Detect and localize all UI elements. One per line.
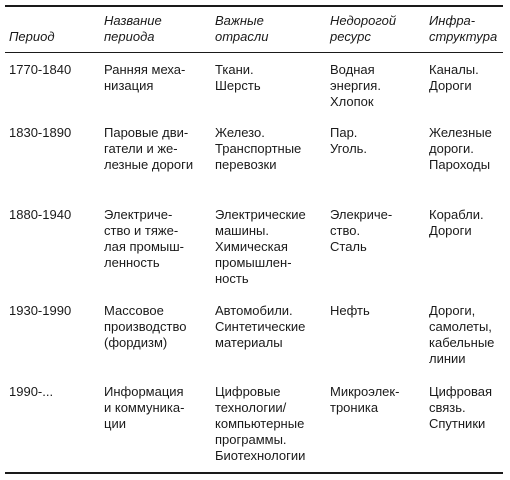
cell-period-name: Паровые дви- гатели и же- лезные дороги (104, 125, 194, 172)
header-rule (5, 52, 503, 53)
cell-period-name: Массовое производство (фордизм) (104, 303, 187, 350)
cell-resource: Элекриче- ство. Сталь (330, 207, 393, 254)
header-period-name: Название периода (104, 13, 162, 44)
cell-resource: Пар. Уголь. (330, 125, 368, 156)
header-cheap-resource: Недорогой ресурс (330, 13, 397, 44)
cell-resource: Микроэлек- троника (330, 384, 400, 415)
cell-infrastructure: Корабли. Дороги (429, 207, 484, 238)
cell-industries: Электрические машины. Химическая промышлен- ность (215, 207, 306, 286)
cell-resource: Нефть (330, 303, 370, 318)
cell-industries: Ткани. Шерсть (215, 62, 261, 93)
cell-period: 1770-1840 (9, 62, 72, 77)
cell-period-name: Информация и коммуника- ции (104, 384, 185, 431)
cell-period: 1830-1890 (9, 125, 72, 140)
header-period: Период (9, 29, 55, 44)
cell-industries: Автомобили. Синтетические материалы (215, 303, 306, 350)
cell-industries: Железо. Транспортные перевозки (215, 125, 302, 172)
cell-resource: Водная энергия. Хлопок (330, 62, 381, 109)
cell-infrastructure: Дороги, самолеты, кабельные линии (429, 303, 495, 366)
cell-infrastructure: Железные дороги. Пароходы (429, 125, 492, 172)
cell-period: 1990-... (9, 384, 54, 399)
cell-industries: Цифровые технологии/ компьютерные программы. Биотехнологии (215, 384, 306, 463)
cell-period: 1880-1940 (9, 207, 72, 222)
header-key-industries: Важные отрасли (215, 13, 269, 44)
cell-period: 1930-1990 (9, 303, 72, 318)
cell-period-name: Электриче- ство и тяже- лая промыш- ленность (104, 207, 185, 270)
table-bottom-rule (5, 472, 503, 474)
cell-infrastructure: Каналы. Дороги (429, 62, 479, 93)
table-top-rule (5, 5, 503, 7)
cell-infrastructure: Цифровая связь. Спутники (429, 384, 493, 431)
header-infrastructure: Инфра- структура (429, 13, 498, 44)
cell-period-name: Ранняя меха- низация (104, 62, 186, 93)
